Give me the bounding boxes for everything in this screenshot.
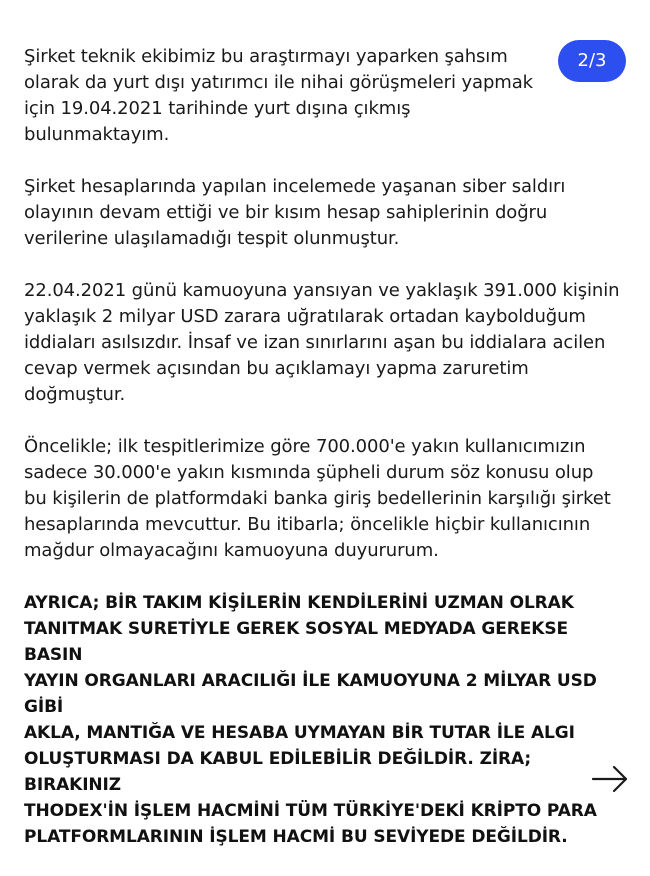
arrow-right-icon [590,762,630,796]
statement-body [24,44,624,876]
paragraph-cyber-attack: Şirket hesaplarında yapılan incelemede yaşanan siber saldırı olayının devam ettiği ve bir kısım hesap sahiplerinin doğru verilerine ulaşılamadığı tespit olunmuştur. [24,176,566,249]
paragraph-emphasis: AYRICA; BİR TAKIM KİŞİLERİN KENDİLERİNİ UZMAN OLRAK TANITMAK SURETİYLE GEREK SOSYAL MEDYADA GEREKSE BASIN YAYIN ORGANLARI ARACILIĞI İLE KAMUOYUNA 2 MİLYAR USD GİBİ AKLA, MANTIĞA VE HESABA UYMAYAN BİR TUTAR İLE ALGI OLUŞTURMASI DA KABUL EDİLEBİLİR DEĞİLDİR. ZİRA; BIRAKINIZ THODEX'İN İŞLEM HACMİNİ TÜM TÜRKİYE'DEKİ KRİPTO PARA PLATFORMLARININ İŞLEM HACMİ BU SEVİYEDE DEĞİLDİR. [24,593,597,847]
paragraph-allegations: 22.04.2021 günü kamuoyuna yansıyan ve yaklaşık 391.000 kişinin yaklaşık 2 milyar USD zarara uğratılarak ortadan kaybolduğum iddiaları asılsızdır. İnsaf ve izan sınırlarını aşan bu iddialara acilen cevap vermek açısından bu açıklamayı yapma zaruretim doğmuştur. [24,280,620,405]
next-page-button[interactable] [590,762,630,796]
paragraph-travel: Şirket teknik ekibimiz bu araştırmayı yaparken şahsım olarak da yurt dışı yatırımcı ile nihai görüşmeleri yapmak için 19.04.2021 tarihinde yurt dışına çıkmış bulunmaktayım. [24,46,533,145]
paragraph-findings: Öncelikle; ilk tespitlerimize göre 700.000'e yakın kullanıcımızın sadece 30.000'e yakın kısmında şüpheli durum söz konusu olup bu kişilerin de platformdaki banka giriş bedellerinin karşılığı şirket hesaplarında mevcuttur. Bu itibarla; öncelikle hiçbir kullanıcının mağdur olmayacağını kamuoyuna duyururum. [24,436,611,561]
page-indicator-badge: 2/3 [558,40,626,82]
